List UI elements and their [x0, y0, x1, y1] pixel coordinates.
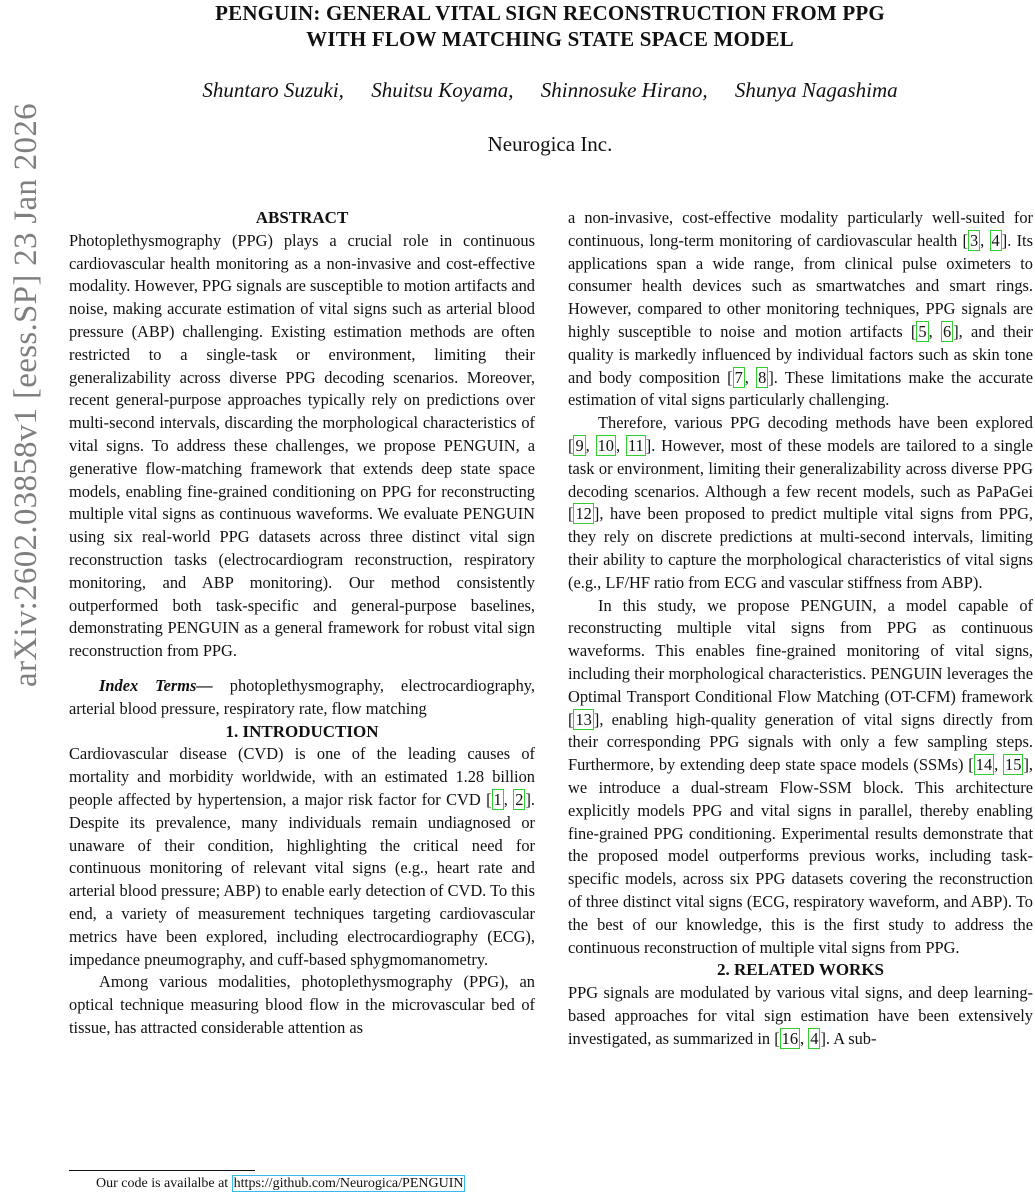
citation-link[interactable]: 2 — [515, 789, 524, 809]
index-terms-text: photoplethysmography, electrocardiography, arterial blood pressure, respiratory rate, flow matching — [69, 675, 536, 718]
right-paragraph-2: Therefore, various PPG decoding methods have been explored [ 9 , 10 , 11 ]. However, most of these models are tailored to a single task or environment, limiting their generalizability across diverse PPG decoding scenarios. Although a few recent models, such as PaPaGei [ 12 ], have been proposed to predict multiple vital signs from PPG, they rely on discrete predictions at multi-second intervals, limiting their ability to capture the morphological characteristics of vital signs (e.g., LF/HF ratio from ECG and vascular stiffness from ABP). — [568, 413, 1033, 592]
citation-link[interactable]: 16 — [781, 1028, 799, 1048]
code-url-link[interactable]: https://github.com/Neurogica/PENGUIN — [233, 1176, 464, 1191]
citation-link[interactable]: 10 — [597, 435, 614, 455]
author: Shunya Nagashima — [734, 78, 898, 102]
author: Shinnosuke Hirano, — [540, 78, 708, 102]
index-terms — [69, 675, 535, 721]
author-list — [100, 78, 1000, 103]
citation-link[interactable]: 4 — [810, 1028, 819, 1048]
title-line-1: PENGUIN: GENERAL VITAL SIGN RECONSTRUCTION FROM PPG — [215, 1, 885, 25]
right-column — [568, 207, 1033, 1050]
abstract-heading: ABSTRACT — [255, 208, 349, 227]
intro-paragraph-2: Among various modalities, photoplethysmography (PPG), an optical technique measuring blood flow in the microvascular bed of tissue, has attracted considerable attention as — [69, 972, 535, 1037]
author: Shuitsu Koyama, — [371, 78, 514, 102]
right-paragraph-3: In this study, we propose PENGUIN, a model capable of reconstructing multiple vital signs from PPG as continuous waveforms. This enables fine-grained monitoring of vital signs, including their morphological characteristics. PENGUIN leverages the Optimal Transport Conditional Flow Matching (OT-CFM) framework [ 13 ], enabling high-quality generation of vital signs directly from their corresponding PPG signals with only a few sampling steps. Furthermore, by extending deep state space models (SSMs) [ 14 , 15 ], we introduce a dual-stream Flow-SSM block. This architecture explicitly models PPG and vital signs in parallel, thereby enabling fine-grained PPG conditioning. Experimental results demonstrate that the proposed model outperforms previous works, including task-specific models, across six PPG datasets covering the reconstruction of three distinct vital signs (ECG, respiratory waveform, and ABP). To the best of our knowledge, this is the first study to address the continuous reconstruction of multiple vital signs from PPG. — [568, 595, 1033, 957]
citation-link[interactable]: 14 — [975, 755, 993, 775]
citation-link[interactable]: 6 — [942, 321, 952, 341]
citation-link[interactable]: 9 — [575, 435, 584, 455]
title-line-2: WITH FLOW MATCHING STATE SPACE MODEL — [306, 27, 794, 51]
citation-link[interactable]: 4 — [991, 230, 1000, 250]
author: Shuntaro Suzuki, — [202, 78, 344, 102]
footnote: Our code is availalbe at https://github.com/Neurogica/PENGUIN — [96, 1176, 464, 1191]
abstract-text: Photoplethysmography (PPG) plays a crucial role in continuous cardiovascular health monitoring as a non-invasive and cost-effective modality. However, PPG signals are susceptible to motion artifacts and noise, making accurate estimation of vital signs such as arterial blood pressure (ABP) challenging. Existing estimation methods are often restricted to a single-task or environment, limiting their generalizability across diverse PPG decoding scenarios. Moreover, recent general-purpose approaches typically rely on predictions over multi-second intervals, discarding the morphological characteristics of vital signs. To address these challenges, we propose PENGUIN, a generative flow-matching framework that extends deep state space models, enabling fine-grained conditioning on PPG for reconstructing multiple vital signs as continuous waveforms. We evaluate PENGUIN using six real-world PPG datasets across three distinct vital sign reconstruction tasks (electrocardiogram reconstruction, respiratory monitoring, and ABP monitoring). Our method consistently outperformed both task-specific and general-purpose baselines, demonstrating PENGUIN as a general framework for robust vital sign reconstruction from PPG. — [69, 230, 535, 661]
intro-paragraph-1: Cardiovascular disease (CVD) is one of the leading causes of mortality and morbidity worldwide, with an estimated 1.28 billion people affected by hypertension, a major risk factor for CVD [ 1 , 2 ]. Despite its prevalence, many individuals remain undiagnosed or unaware of their condition, highlighting the critical need for continuous monitoring of relevant vital signs (e.g., heart rate and arterial blood pressure; ABP) to enable early detection of CVD. To this end, a variety of measurement techniques targeting cardiovascular metrics have been explored, including electrocardiography (ECG), impedance pneumography, and cuff-based sphygmomanometry. — [69, 744, 535, 969]
related-works-paragraph: PPG signals are modulated by various vital signs, and deep learning-based approaches for vital sign estimation have been extensively investigated, as summarized in [ 16 , 4 ]. A sub- — [568, 983, 1033, 1048]
affiliation: Neurogica Inc. — [487, 132, 613, 156]
left-column — [69, 207, 535, 1040]
citation-link[interactable]: 13 — [575, 709, 592, 729]
citation-link[interactable]: 3 — [969, 230, 979, 250]
index-terms-label: Index Terms— — [99, 675, 213, 695]
citation-link[interactable]: 15 — [1005, 755, 1022, 775]
intro-heading: 1. INTRODUCTION — [225, 721, 379, 741]
citation-link[interactable]: 8 — [758, 367, 767, 387]
citation-link[interactable]: 5 — [918, 321, 927, 341]
citation-link[interactable]: 11 — [627, 435, 644, 455]
arxiv-stamp: arXiv:2602.03858v1 [eess.SP] 23 Jan 2026 — [8, 103, 44, 687]
citation-link[interactable]: 1 — [493, 789, 502, 809]
right-paragraph-1: a non-invasive, cost-effective modality particularly well-suited for continuous, long-term monitoring of cardiovascular health [ 3 , 4 ]. Its applications span a wide range, from clinical pulse oximeters to consumer health devices such as smartwatches and smart rings. However, compared to other monitoring techniques, PPG signals are highly susceptible to noise and motion artifacts [ 5 , 6 ], and their quality is markedly influenced by individual factors such as skin tone and body composition [ 7 , 8 ]. These limitations make the accurate estimation of vital signs particularly challenging. — [568, 208, 1034, 410]
footnote-divider — [69, 1170, 255, 1171]
related-works-heading: 2. RELATED WORKS — [716, 960, 885, 980]
citation-link[interactable]: 7 — [734, 367, 743, 387]
citation-link[interactable]: 12 — [575, 504, 592, 524]
paper-title — [140, 0, 960, 52]
